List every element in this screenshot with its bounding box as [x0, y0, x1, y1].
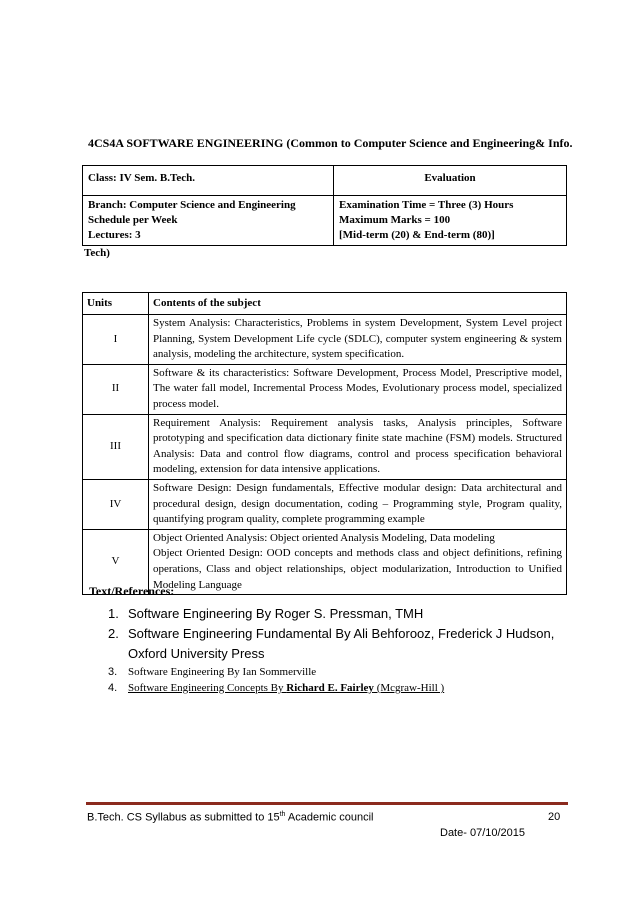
max-marks-text: Maximum Marks = 100 — [339, 214, 451, 226]
branch-cell — [83, 196, 334, 246]
list-number: 2. — [108, 626, 119, 641]
units-header: Units — [83, 293, 149, 315]
unit-number: IV — [83, 479, 149, 529]
unit-number: III — [83, 414, 149, 479]
class-table-header-row — [83, 166, 567, 196]
footer-superscript: th — [279, 811, 286, 818]
marks-split-text: [Mid-term (20) & End-term (80)] — [339, 229, 495, 241]
references-heading: Text/References: — [89, 584, 175, 598]
list-item — [108, 680, 568, 696]
exam-time-text: Examination Time = Three (3) Hours — [339, 199, 514, 211]
footer-text-after: Academic council — [285, 811, 374, 824]
lectures-text: Lectures: 3 — [88, 229, 141, 241]
units-table-header-row — [83, 293, 567, 315]
list-item — [108, 624, 568, 664]
course-title: 4CS4A SOFTWARE ENGINEERING (Common to Computer Science and Engineering& Info. — [88, 136, 573, 150]
page-number: 20 — [548, 811, 561, 823]
table-row — [83, 414, 567, 479]
reference-text: Software Engineering By Roger S. Pressman, TMH — [128, 606, 424, 621]
table-row — [83, 364, 567, 414]
schedule-text: Schedule per Week — [88, 214, 178, 226]
reference-text: Software Engineering By Ian Sommerville — [128, 666, 317, 678]
reference-link[interactable] — [128, 682, 444, 694]
footer-date: Date- 07/10/2015 — [440, 827, 526, 839]
footer-text-before: B.Tech. CS Syllabus as submitted to 15 — [87, 811, 280, 824]
branch-text: Branch: Computer Science and Engineering — [88, 199, 296, 211]
footer-text — [87, 811, 374, 824]
class-label: Class: IV Sem. B.Tech. — [83, 166, 334, 196]
reference-text: Software Engineering Fundamental By Ali Behforooz, Frederick J Hudson, Oxford University Press — [128, 626, 555, 661]
table-row — [83, 479, 567, 529]
list-item — [108, 664, 568, 680]
list-number: 1. — [108, 606, 119, 621]
unit-content: Software & its characteristics: Software Development, Process Model, Prescriptive model, The water fall model, Incremental Process Modes, Evolutionary process model, specialized process model. — [149, 364, 567, 414]
list-number: 3. — [108, 666, 118, 678]
reference-text-prefix: Software Engineering Concepts By — [128, 682, 287, 694]
unit-content — [149, 529, 567, 594]
unit-number: II — [83, 364, 149, 414]
list-number: 4. — [108, 682, 118, 694]
list-item — [108, 604, 568, 624]
unit-number: V — [83, 529, 149, 594]
references-list — [108, 604, 568, 696]
exam-cell — [334, 196, 567, 246]
reference-text-suffix: (Mcgraw-Hill ) — [373, 682, 445, 694]
evaluation-label: Evaluation — [334, 166, 567, 196]
table-row — [83, 315, 567, 365]
course-title-continuation: Tech) — [84, 247, 110, 259]
unit-number: I — [83, 315, 149, 365]
class-info-table — [82, 165, 567, 246]
unit-content: Requirement Analysis: Requirement analysis tasks, Analysis principles, Software prototyping and specification data dictionary finite state machine (FSM) models. Structured Analysis: Data and control flow diagrams, control and process specification behavioral modeling, extension for data intensive applications. — [149, 414, 567, 479]
reference-author: Richard E. Fairley — [286, 682, 374, 694]
unit-content-line: Object Oriented Design: OOD concepts and methods class and object definitions, refining operations, Class and object relationships, object modularization, Introduction to Unified Modeling Language — [153, 547, 562, 591]
units-table — [82, 292, 567, 595]
unit-content-line: Object Oriented Analysis: Object oriented Analysis Modeling, Data modeling — [153, 531, 495, 544]
unit-content: System Analysis: Characteristics, Problems in system Development, System Level project Planning, System Development Life cycle (SDLC), computer system engineering & system analysis, modeling the architecture, system specification. — [149, 315, 567, 365]
footer-rule — [86, 802, 568, 805]
contents-header: Contents of the subject — [149, 293, 567, 315]
unit-content: Software Design: Design fundamentals, Effective modular design: Data architectural and procedural design, design documentation, coding – Programming style, Program quality, quantifying program quality, complete programming example — [149, 479, 567, 529]
class-table-detail-row — [83, 196, 567, 246]
